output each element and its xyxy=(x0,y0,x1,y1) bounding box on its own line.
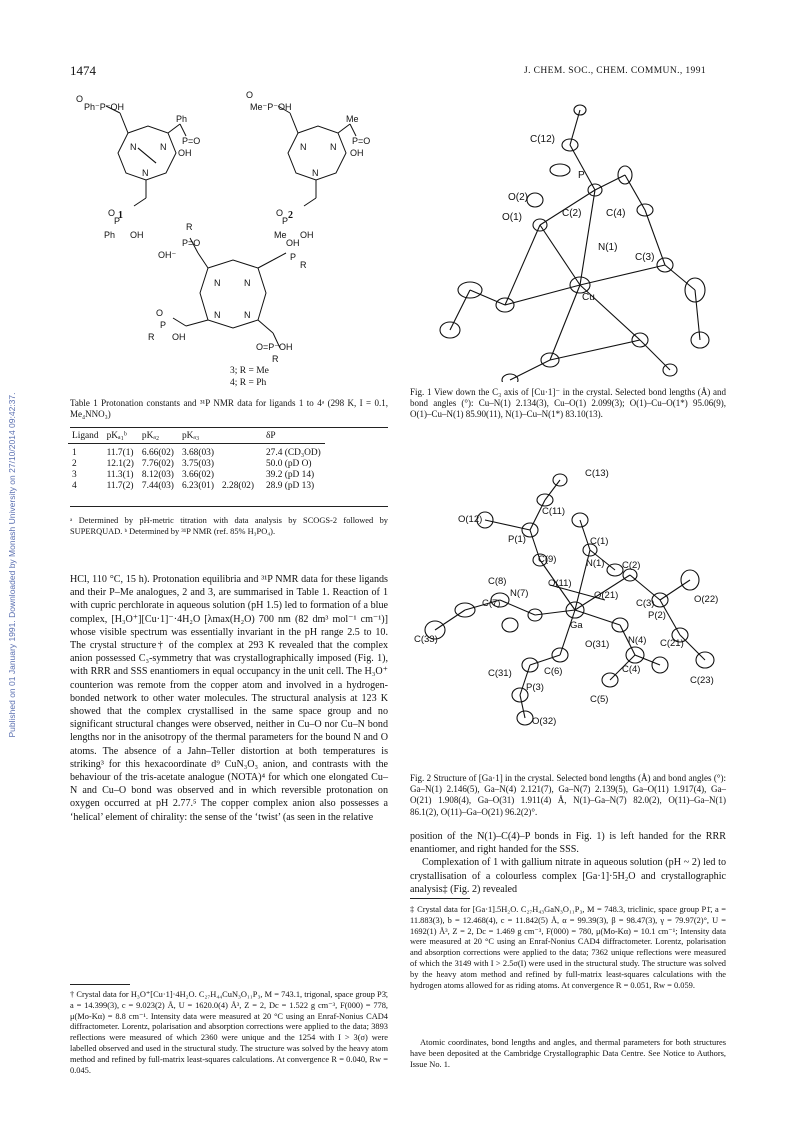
ligand-structures-figure xyxy=(68,88,398,393)
svg-text:N: N xyxy=(330,142,337,152)
fig2-caption: Fig. 2 Structure of [Ga·1] in the crystal. Selected bond lengths (Å) and bond angles (°): Ga–N(1) 2.146(5), Ga–N(4) 2.121(7), Ga–N(7) 2.139(5), Ga–O(11) 1.917(4), Ga–O(21) 1.908(4), Ga–O(31) 1.911(4) Å, N(1)–Ga–N(7) 82.0(2), O(11)–Ga–N(1) 86.1(2), O(11)–Ga–O(21) 96.2(2)°. xyxy=(410,773,726,817)
svg-text:N(7): N(7) xyxy=(510,588,529,599)
table1-header-cell xyxy=(218,430,262,441)
fig1-caption: Fig. 1 View down the C₃ axis of [Cu·1]⁻ in the crystal. Selected bond lengths (Å) and bond angles (°): Cu–N(1) 2.134(3), Cu–O(1) 2.099(3); O(1)–Cu–O(1*) 95.06(9), O(1)–Cu–N(1) 85.90(11), N(1)–Cu–N(1*) 83.10(13). xyxy=(410,387,726,420)
left-body xyxy=(70,573,388,824)
svg-text:N: N xyxy=(214,310,221,320)
svg-text:N: N xyxy=(142,168,149,178)
svg-text:C(7): C(7) xyxy=(482,598,501,609)
svg-text:C(6): C(6) xyxy=(544,666,563,677)
journal-header: J. CHEM. SOC., CHEM. COMMUN., 1991 xyxy=(524,66,706,76)
svg-text:O(11): O(11) xyxy=(548,578,572,589)
svg-text:N: N xyxy=(130,142,137,152)
svg-text:C(13): C(13) xyxy=(585,468,609,479)
svg-text:R: R xyxy=(186,222,193,232)
table1-footnote: ᵃ Determined by pH-metric titration with data analysis by SCOGS-2 followed by SUPERQUAD. ᵇ Determined by ³¹P NMR (ref. 85% H₃PO₄). xyxy=(70,516,388,536)
svg-text:C(5): C(5) xyxy=(590,694,609,705)
svg-text:C(21): C(21) xyxy=(660,638,684,649)
svg-text:OH: OH xyxy=(286,238,300,248)
svg-text:OH: OH xyxy=(350,148,364,158)
svg-text:N: N xyxy=(300,142,307,152)
table1-caption: Table 1 Protonation constants and ³¹P NMR data for ligands 1 to 4ᵃ (298 K, I = 0.1, Me₄NNO₃) xyxy=(70,398,388,420)
body-paragraph: position of the N(1)–C(4)–P bonds in Fig. 1) is left handed for the RRR enantiomer, and right handed for the SSS. xyxy=(410,831,726,856)
body-paragraph: Complexation of 1 with gallium nitrate in aqueous solution (pH ~ 2) led to crystallisation of a colourless complex [Ga·1]·5H₂O and crystallographic analysis‡ (Fig. 2) revealed xyxy=(410,857,726,895)
svg-text:OH: OH xyxy=(172,332,186,342)
svg-text:O(21): O(21) xyxy=(594,590,619,601)
structure-1-drawing xyxy=(106,106,186,206)
table-row: 2 12.1(2) 7.76(02) 3.75(03) 50.0 (pD O) xyxy=(72,459,312,469)
svg-text:O: O xyxy=(108,208,116,218)
download-notice[interactable]: Published on 01 January 1991. Downloaded by Monash University on 27/10/2014 09:42:37. xyxy=(7,392,17,738)
svg-text:P=O: P=O xyxy=(352,136,371,146)
crystal-data-footnote-cu: † Crystal data for H₃O⁺[Cu·1]·4H₂O. C₂₇H₄₄CuN₃O₁₁P₃, M = 743.1, trigonal, space group P3̄, a = 14.399(3), c = 9.023(2) Å, U = 1620.0(4) Å³, Z = 2, Dc = 1.522 g cm⁻³, F(000) = 778, μ(Mo-Kα) = 8.8 cm⁻¹. Intensity data were measured at 20 °C using an Enraf-Nonius CAD4 diffractometer. Lorentz, polarisation and absorption corrections were applied to the data; 3893 reflections were measured of which 2360 were unique and the 1254 with I > 3(σ) were labelled observed and used in the structural study. The structure was solved by the heavy atom method and refined by full-matrix least-squares calculations. At convergence R = 0.040, Rw = 0.045. xyxy=(70,990,388,1075)
structure-label-3: 3; R = Me xyxy=(230,366,269,376)
svg-text:Ph: Ph xyxy=(104,230,116,240)
svg-text:O(1): O(1) xyxy=(502,212,522,223)
svg-text:C(2): C(2) xyxy=(622,560,641,571)
svg-text:C(12): C(12) xyxy=(530,134,556,145)
svg-text:R: R xyxy=(300,260,307,270)
svg-text:P=O: P=O xyxy=(182,136,201,146)
structure-label-4: 4; R = Ph xyxy=(230,378,267,388)
table-row: 4 11.7(2) 7.44(03) 6.23(01) 2.28(02) 28.9 (pD 13) xyxy=(72,481,315,491)
svg-text:P(3): P(3) xyxy=(526,682,544,693)
page-number: 1474 xyxy=(70,63,96,78)
svg-text:OH⁻: OH⁻ xyxy=(158,250,177,260)
svg-text:O: O xyxy=(276,208,284,218)
svg-text:N(4): N(4) xyxy=(628,635,647,646)
svg-text:O(32): O(32) xyxy=(532,716,557,727)
svg-text:P: P xyxy=(160,320,167,330)
svg-text:C(4): C(4) xyxy=(622,664,641,675)
svg-text:Ph: Ph xyxy=(176,114,188,124)
structure-label-1: 1 xyxy=(118,210,123,221)
svg-text:Me⁻P⁻OH: Me⁻P⁻OH xyxy=(250,102,292,112)
svg-text:P: P xyxy=(290,252,297,262)
structure-2-drawing xyxy=(278,106,356,206)
structure-3-4-drawing xyxy=(173,238,286,348)
svg-text:C(1): C(1) xyxy=(590,536,609,547)
deposition-note: Atomic coordinates, bond lengths and angles, and thermal parameters for both structures have been deposited at the Cambridge Crystallographic Data Centre. See Notice to Authors, Issue No. 1. xyxy=(410,1038,726,1069)
svg-text:N: N xyxy=(160,142,167,152)
fig1-ortep-drawing xyxy=(410,90,722,382)
table-row: 3 11.3(1) 8.12(03) 3.66(02) 39.2 (pD 14) xyxy=(72,470,315,480)
svg-text:P(1): P(1) xyxy=(508,534,526,545)
svg-text:R: R xyxy=(272,354,279,364)
fig2-ortep-drawing xyxy=(410,450,722,750)
svg-text:OH: OH xyxy=(300,230,314,240)
svg-text:C(4): C(4) xyxy=(606,208,626,219)
svg-text:C(33): C(33) xyxy=(414,634,438,645)
svg-text:N: N xyxy=(214,278,221,288)
table1-header-cell: pKₐ₁ᵇ xyxy=(106,431,127,441)
svg-text:P(2): P(2) xyxy=(648,610,666,621)
svg-text:C(23): C(23) xyxy=(690,675,714,686)
download-sidebar xyxy=(2,270,16,860)
table-row: 1 11.7(1) 6.66(02) 3.68(03) 27.4 (CD₃OD) xyxy=(72,448,321,458)
svg-text:C(2): C(2) xyxy=(562,208,582,219)
svg-text:P: P xyxy=(114,216,121,226)
svg-text:N: N xyxy=(312,168,319,178)
svg-text:C(3): C(3) xyxy=(635,252,655,263)
svg-text:O: O xyxy=(76,94,84,104)
svg-text:R: R xyxy=(148,332,155,342)
svg-text:P=O: P=O xyxy=(182,238,201,248)
svg-text:O=P⁻OH: O=P⁻OH xyxy=(256,342,293,352)
svg-text:C(8): C(8) xyxy=(488,576,507,587)
svg-text:N(1): N(1) xyxy=(598,242,618,253)
table1-header-cell: δP xyxy=(265,431,276,441)
table1-header-cell: Ligand xyxy=(72,431,99,441)
crystal-data-footnote-ga: ‡ Crystal data for [Ga·1].5H₂O. C₂₇H₄₃GaN₃O₁₁P₃, M = 748.3, triclinic, space group P1̄, a = 11.883(3), b = 12.468(4), c = 11.842(5) Å, α = 99.39(3), β = 98.47(3), γ = 79.97(2)°, U = 1692(1) Å³, Z = 2, Dc = 1.469 g cm⁻³, F(000) = 780, μ(Mo-Kα) = 10.1 cm⁻¹; Intensity data were measured at 20 °C using an Enraf-Nonius CAD4 diffractometer. Lorentz, polarisation and absorption corrections were applied to the data; 7362 unique reflections were measured of which the 3149 with I > 2.5σ(I) were used in the structural study. The structure was solved by the heavy atom method and refined by full-matrix least-squares calculations with the hydrogen atoms allowed for as riding atoms. At convergence R = 0.051, Rw = 0.059. xyxy=(410,905,726,990)
svg-text:Me: Me xyxy=(346,114,359,124)
svg-text:N: N xyxy=(244,310,251,320)
svg-text:O(22): O(22) xyxy=(694,594,719,605)
svg-text:N: N xyxy=(244,278,251,288)
svg-text:OH: OH xyxy=(178,148,192,158)
table1-header-cell: pKₐ₂ xyxy=(141,431,160,441)
body-paragraph: HCl, 110 °C, 15 h). Protonation equilibria and ³¹P NMR data for these ligands and their P–Me analogues, 2 and 3, are summarised in Table 1. Reaction of 1 with cupric perchlorate in aqueous solution (pH 1.5) led to formation of a blue complex, [H₃O⁺][Cu·1]⁻·4H₂O [λmax(H₂O) 700 nm (82 dm³ mol⁻¹ cm⁻¹)] whose visible spectrum was essentially invariant in the pH range 2.5 to 10. The crystal structure† of the complex at 293 K revealed that the complex anion possessed C₃-symmetry that was crystallographically imposed (Fig. 1), with RRR and SSS enantiomers in equal occupancy in the unit cell. The H₃O⁺ counterion was remote from the copper atom and involved in a hydrogen-bonded network to other water molecules. The structural analysis at 123 K showed that the complex crystallised in the same space group and no significant structural changes were observed, neither in Cu–O nor Cu–N bond lengths nor in the anisotropy of the thermal parameters for the bound N and O atoms. The absence of a Jahn–Teller distortion at both temperatures is striking³ for this hexacoordinate d⁹ CuN₃O₃ anion, and contrasts with the behaviour of the tris-acetate analogue (NOTA)⁴ for which one elongated Cu–N and Cu–O bond was observed and in which reversible protonation on oxygen occurred at pH 2.77.⁵ The copper complex anion also possesses a ‘helical’ element of chirality: the sense of the ‘twist’ (as seen in the relative xyxy=(70,574,388,823)
svg-text:Ga: Ga xyxy=(570,620,583,631)
svg-text:P: P xyxy=(282,216,289,226)
svg-text:N(1): N(1) xyxy=(586,558,605,569)
svg-text:Cu: Cu xyxy=(582,292,595,303)
table1-header-cell: pKₐ₃ xyxy=(181,431,200,441)
svg-text:P: P xyxy=(578,170,585,181)
table1-header-row xyxy=(68,430,325,441)
table1 xyxy=(68,430,325,491)
svg-text:C(11): C(11) xyxy=(542,506,566,517)
svg-text:OH: OH xyxy=(130,230,144,240)
svg-text:C(3): C(3) xyxy=(636,598,655,609)
svg-text:O(31): O(31) xyxy=(585,639,610,650)
svg-text:O(12): O(12) xyxy=(458,514,483,525)
svg-text:O(2): O(2) xyxy=(508,192,528,203)
structure-label-2: 2 xyxy=(288,210,293,221)
svg-text:O: O xyxy=(156,308,164,318)
svg-text:Me: Me xyxy=(274,230,287,240)
right-body xyxy=(410,830,726,896)
svg-text:C(31): C(31) xyxy=(488,668,512,679)
svg-text:Ph⁻P⁻OH: Ph⁻P⁻OH xyxy=(84,102,125,112)
svg-text:O: O xyxy=(246,90,254,100)
svg-text:C(9): C(9) xyxy=(538,554,557,565)
